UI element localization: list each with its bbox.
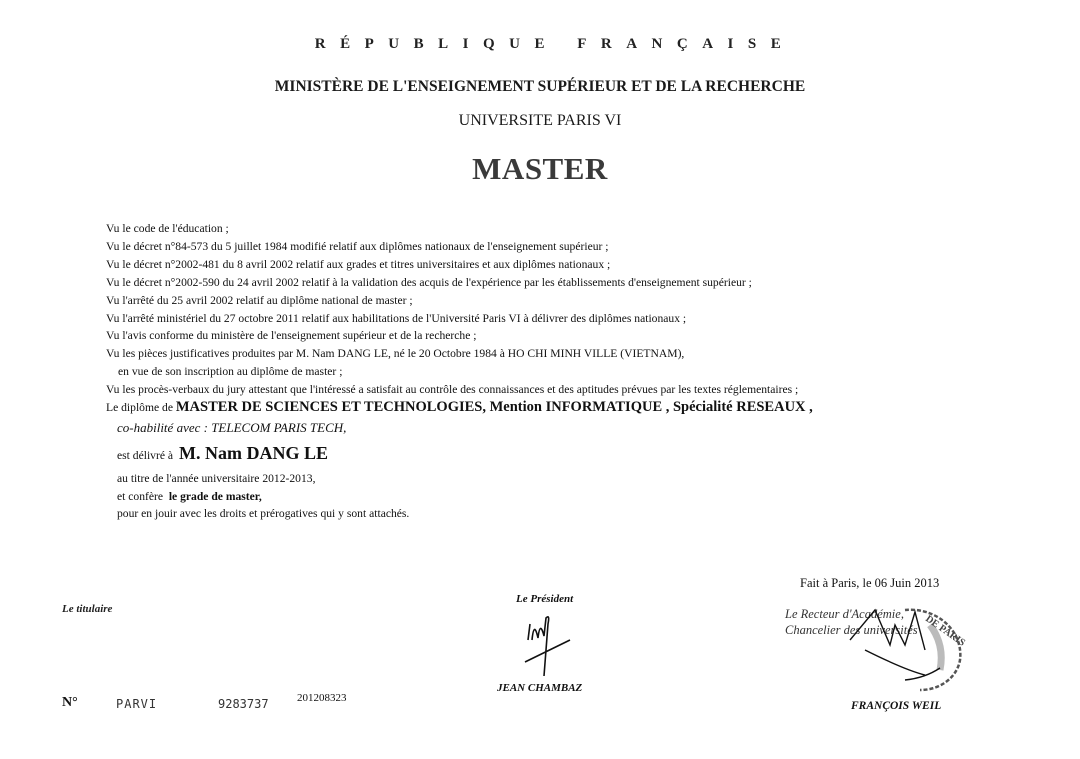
place-date: Fait à Paris, le 06 Juin 2013: [800, 576, 940, 590]
diploma-line: [106, 399, 813, 417]
grade: le grade de master,: [168, 489, 262, 503]
rector-line-2: Chancelier des universités: [785, 623, 918, 637]
ministry-heading: MINISTÈRE DE L'ENSEIGNEMENT SUPÉRIEUR ET DE LA RECHERCHE: [274, 78, 806, 95]
serial-number: 9283737: [218, 697, 269, 711]
president-signature-icon: [520, 610, 580, 680]
rector-line-1: Le Recteur d'Académie,: [785, 607, 904, 621]
considerations-list: [106, 220, 813, 417]
rector-name: FRANÇOIS WEIL: [851, 700, 942, 712]
co-habilitation: co-habilité avec : TELECOM PARIS TECH,: [117, 420, 347, 435]
consideration-line: Vu l'arrêté ministériel du 27 octobre 2011 relatif aux habilitations de l'Université Paris VI à délivrer des diplômes nationaux ;: [106, 311, 687, 325]
svg-text:DE PARIS: DE PARIS: [923, 613, 967, 649]
consideration-line: Vu les procès-verbaux du jury attestant que l'intéressé a satisfait au contrôle des connaissances et des aptitudes prévues par les textes réglementaires ;: [106, 383, 799, 397]
confers-prefix: et confère: [117, 489, 164, 503]
serial-number-2: 201208323: [297, 692, 347, 704]
consideration-line: Vu le décret n°2002-481 du 8 avril 2002 relatif aux grades et titres universitaires et aux diplômes nationaux ;: [106, 257, 611, 271]
conferral-block: [117, 470, 409, 523]
academic-year: au titre de l'année universitaire 2012-2013,: [117, 472, 316, 485]
rights-line: pour en jouir avec les droits et prérogatives qui y sont attachés.: [117, 507, 410, 520]
delivered-line: [117, 443, 328, 464]
serial-label: N°: [62, 695, 78, 710]
delivered-prefix: est délivré à: [117, 449, 174, 462]
consideration-line: Vu l'avis conforme du ministère de l'enseignement supérieur et de la recherche ;: [106, 329, 477, 343]
confers-line: [117, 488, 409, 506]
consideration-line: Vu les pièces justificatives produites par M. Nam DANG LE, né le 20 Octobre 1984 à HO CHI MINH VILLE (VIETNAM),: [106, 347, 685, 361]
diploma-prefix: Le diplôme de: [106, 401, 173, 415]
diploma-name: MASTER DE SCIENCES ET TECHNOLOGIES, Mention INFORMATIQUE , Spécialité RESEAUX ,: [175, 399, 813, 416]
consideration-line: Vu le décret n°84-573 du 5 juillet 1984 modifié relatif aux diplômes nationaux de l'enseignement supérieur ;: [106, 239, 609, 253]
president-name: JEAN CHAMBAZ: [497, 682, 583, 694]
diploma-title: MASTER: [472, 151, 608, 186]
consideration-line: en vue de son inscription au diplôme de master ;: [118, 365, 343, 379]
president-label: Le Président: [516, 593, 574, 605]
official-seal-icon: [845, 600, 975, 695]
consideration-line: Vu le décret n°2002-590 du 24 avril 2002 relatif à la validation des acquis de l'expérience par les établissements d'enseignement supérieur ;: [106, 275, 752, 289]
consideration-line: Vu le code de l'éducation ;: [106, 222, 229, 235]
recipient-name: M. Nam DANG LE: [179, 443, 329, 463]
holder-label: Le titulaire: [62, 603, 113, 615]
consideration-line: Vu l'arrêté du 25 avril 2002 relatif au diplôme national de master ;: [106, 293, 413, 307]
republic-header: RÉPUBLIQUE FRANÇAISE: [314, 36, 796, 52]
university-name: UNIVERSITE PARIS VI: [458, 112, 622, 129]
serial-code: PARVI: [116, 697, 158, 711]
